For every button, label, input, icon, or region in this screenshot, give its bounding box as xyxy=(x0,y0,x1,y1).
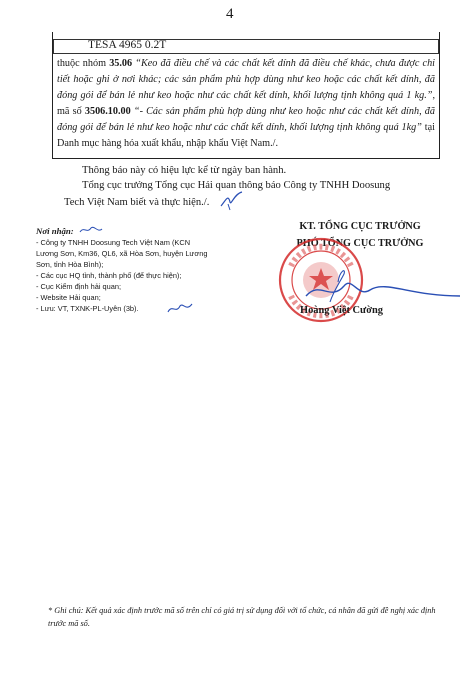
heading-description: “Keo đã điều chế và các chất kết dính đã điều chế khác, chưa được chi tiết hoặc ghi ở nơi khác; các sản phẩm phù hợp dùng như keo hoặc các chất kết dính, đã đóng gói để bán lẻ như keo hoặc như các chất kết dính, khối lượng tịnh không quá 1 kg.” xyxy=(57,58,435,101)
recipient-line: - Công ty TNHH Doosung Tech Việt Nam (KCN xyxy=(36,238,191,247)
recipient-line: - Cục Kiểm định hải quan; xyxy=(36,282,122,291)
recipient-line: - Các cục HQ tỉnh, thành phố (để thực hiện); xyxy=(36,271,182,280)
recipients-block xyxy=(36,226,276,314)
recipients-label: Nơi nhận: xyxy=(36,226,74,236)
initial-mark xyxy=(218,190,246,212)
table-row xyxy=(53,39,439,54)
product-name: TESA 4965 0.2T xyxy=(88,39,167,51)
signer-title: KT. TỔNG CỤC TRƯỞNG xyxy=(299,221,421,232)
effective-notice: Thông báo này có hiệu lực kể từ ngày ban hành. xyxy=(82,165,287,176)
page-number: 4 xyxy=(226,6,234,22)
recipient-line: Lương Sơn, Km36, QL6, xã Hòa Sơn, huyện Lương xyxy=(36,249,208,258)
recipient-line: Sơn, tỉnh Hòa Bình); xyxy=(36,260,104,269)
instruction-line-1: Tổng cục trưởng Tổng cục Hải quan thông báo Công ty TNHH Doosung xyxy=(82,180,391,191)
initial-mark xyxy=(78,224,104,236)
text-run: tại Danh mục hàng hóa xuất khẩu, nhập khẩu Việt Nam./. xyxy=(57,122,435,149)
signer-subtitle: PHÓ TỔNG CỤC TRƯỞNG xyxy=(296,238,424,249)
content-table-cell xyxy=(52,32,440,159)
recipient-line: - Lưu: VT, TXNK-PL-Uyên (3b). xyxy=(36,304,139,313)
signer-name: Hoàng Việt Cường xyxy=(300,305,383,316)
hs-code: 3506.10.00 xyxy=(84,106,131,117)
recipient-line: - Website Hải quan; xyxy=(36,293,101,302)
text-run: , mã số xyxy=(57,90,435,117)
heading-code: 35.06 xyxy=(109,58,133,69)
instruction-line-2: Tech Việt Nam biết và thực hiện./. xyxy=(64,197,210,208)
subheading-description: “- Các sản phẩm phù hợp dùng như keo hoặc như các chất kết dính, đã đóng gói để bán lẻ như keo hoặc như các chất kết dính, khối lượng tịnh không quá 1kg” xyxy=(57,106,435,133)
classification-paragraph xyxy=(57,56,435,152)
footnote: * Ghi chú: Kết quả xác định trước mã số trên chỉ có giá trị sử dụng đối với tổ chức, cá nhân đã gửi đề nghị xác định trước mã số. xyxy=(48,606,436,628)
initial-mark xyxy=(166,300,194,316)
text-run: thuộc nhóm xyxy=(57,58,110,69)
